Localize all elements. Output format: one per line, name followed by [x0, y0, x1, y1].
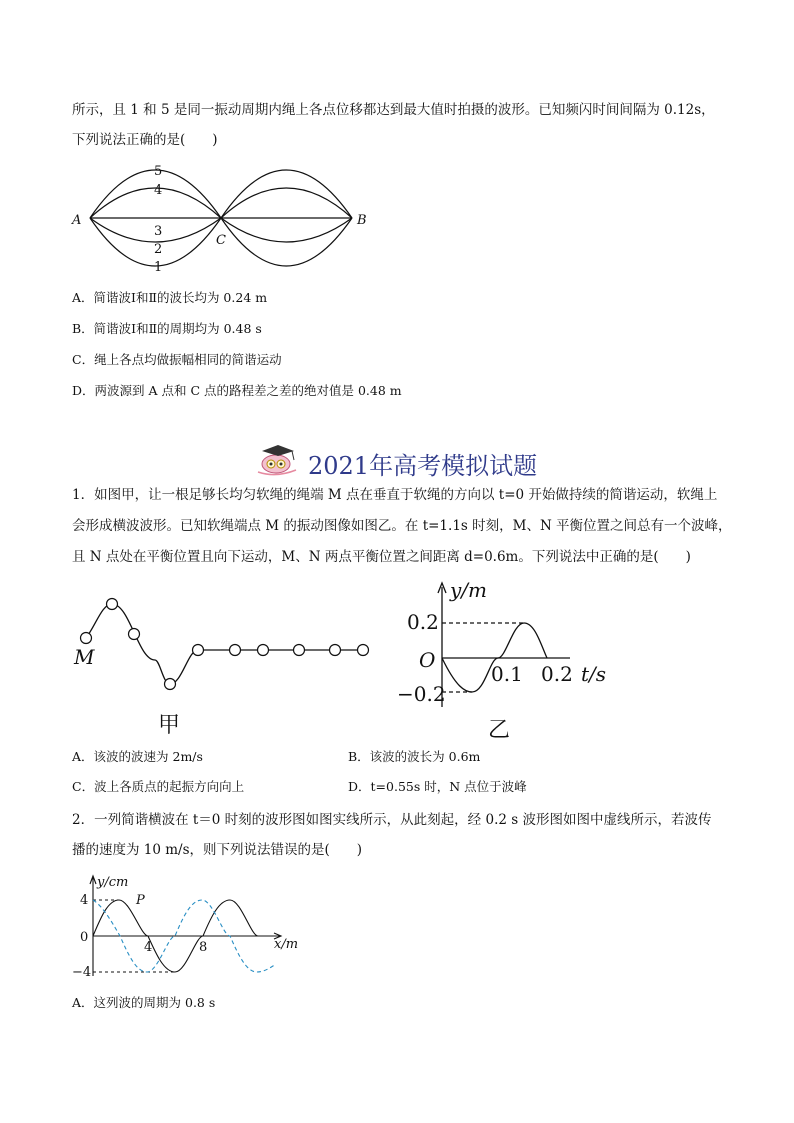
- x-label: x/m: [274, 937, 299, 952]
- section-title: 2021年高考模拟试题: [308, 452, 538, 480]
- y-label: y/cm: [97, 875, 129, 890]
- label-3: 3: [154, 224, 163, 239]
- q1-line1: 1．如图甲，让一根足够长均匀软绳的绳端 M 点在垂直于软绳的方向以 t=0 开始做持续的简谐运动，软绳上: [72, 487, 718, 503]
- label-4: 4: [154, 183, 163, 198]
- q1-option-b: B．该波的波长为 0.6m: [348, 749, 481, 764]
- rope-point: [258, 645, 269, 656]
- rope-point-m: [81, 633, 92, 644]
- rope-point: [230, 645, 241, 656]
- label-a: A: [72, 213, 82, 228]
- label-c: C: [216, 233, 226, 248]
- rope-point: [358, 645, 369, 656]
- rope-point: [107, 599, 118, 610]
- graduate-mascot-icon: [254, 442, 304, 476]
- q2-line2: 播的速度为 10 m/s，则下列说法错误的是( ): [72, 842, 363, 858]
- ytick-0: 0: [80, 930, 89, 945]
- rope-wave-figure: [70, 590, 380, 740]
- prev-option-c: C．绳上各点均做振幅相同的简谐运动: [72, 352, 282, 367]
- y-label: y/m: [450, 578, 488, 602]
- ytick-neg: −0.2: [397, 682, 446, 706]
- wave-graph: [68, 868, 308, 980]
- q1-option-a: A．该波的波速为 2m/s: [72, 749, 203, 764]
- q2-option-a: A．这列波的周期为 0.8 s: [72, 995, 216, 1010]
- q1-option-c: C．波上各质点的起振方向向上: [72, 779, 245, 794]
- prev-question-line1: 所示，且 1 和 5 是同一振动周期内绳上各点位移都达到最大值时拍摄的波形。已知频闪时间间隔为 0.12s，: [72, 102, 715, 118]
- q2-line1: 2．一列简谐横波在 t＝0 时刻的波形图如图实线所示，从此刻起，经 0.2 s 波形图如图中虚线所示，若波传: [72, 812, 712, 828]
- point-p: P: [136, 893, 145, 908]
- ytick-4: 4: [80, 893, 89, 908]
- xtick-8: 8: [199, 940, 208, 955]
- caption-jia: 甲: [158, 713, 181, 738]
- standing-wave-figure: [60, 158, 380, 278]
- prev-option-b: B．简谐波Ⅰ和Ⅱ的周期均为 0.48 s: [72, 321, 262, 336]
- q1-option-d: D．t=0.55s 时，N 点位于波峰: [348, 779, 527, 794]
- wave-4-right: [221, 188, 352, 218]
- rope-curve: [86, 604, 365, 684]
- ytick-pos: 0.2: [407, 610, 439, 634]
- xtick-1: 0.1: [491, 662, 523, 686]
- origin-label: O: [419, 648, 436, 672]
- ytick-neg4: −4: [72, 965, 92, 980]
- rope-point: [129, 629, 140, 640]
- xtick-2: 0.2: [541, 662, 573, 686]
- caption-yi: 乙: [488, 718, 511, 743]
- q1-line3: 且 N 点处在平衡位置且向下运动，M、N 两点平衡位置之间距离 d=0.6m。下列说法中正确的是( ): [72, 549, 691, 565]
- xtick-4: 4: [144, 940, 153, 955]
- label-m: M: [74, 645, 95, 669]
- wave-2-right: [221, 218, 352, 242]
- q1-line2: 会形成横波波形。已知软绳端点 M 的振动图像如图乙。在 t=1.1s 时刻，M、N 平衡位置之间总有一个波峰，: [72, 518, 732, 534]
- prev-option-d: D．两波源到 A 点和 C 点的路程差之差的绝对值是 0.48 m: [72, 383, 402, 398]
- label-1: 1: [154, 260, 163, 275]
- rope-point: [193, 645, 204, 656]
- prev-question-line2: 下列说法正确的是( ): [72, 132, 218, 148]
- wave-5-right: [221, 170, 352, 218]
- rope-point: [165, 679, 176, 690]
- rope-point: [294, 645, 305, 656]
- rope-point: [330, 645, 341, 656]
- x-label: t/s: [581, 662, 607, 686]
- prev-option-a: A．简谐波Ⅰ和Ⅱ的波长均为 0.24 m: [72, 290, 268, 305]
- label-b: B: [357, 213, 367, 228]
- label-5: 5: [154, 164, 163, 179]
- vibration-graph: [395, 575, 615, 747]
- label-2: 2: [154, 242, 163, 257]
